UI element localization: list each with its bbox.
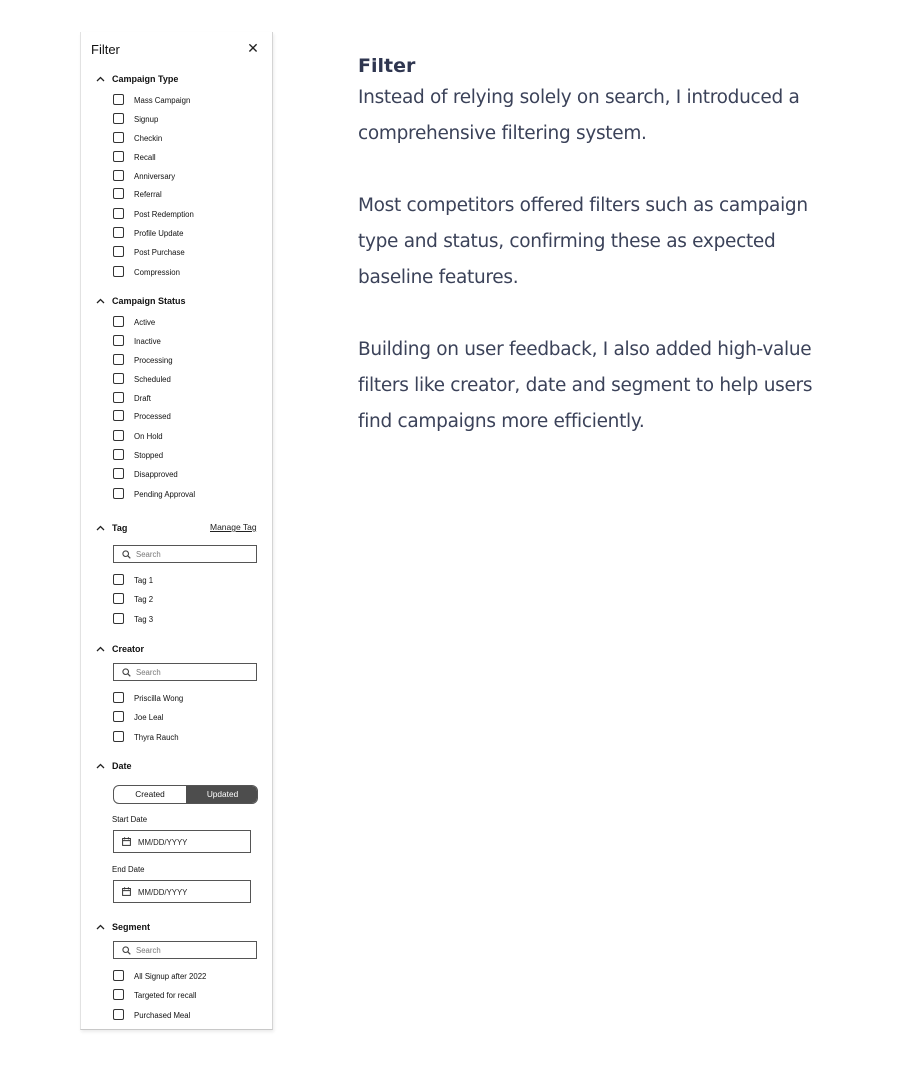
checkbox[interactable]: [113, 316, 124, 327]
checkbox-option[interactable]: [113, 170, 263, 183]
checkbox[interactable]: [113, 989, 124, 1000]
checkbox[interactable]: [113, 246, 124, 257]
checkbox[interactable]: [113, 94, 124, 105]
section-title: Tag: [112, 523, 128, 533]
option-label: Checkin: [134, 134, 163, 143]
chevron-up-icon: [96, 924, 105, 930]
calendar-icon: [122, 837, 131, 846]
checkbox[interactable]: [113, 1009, 124, 1020]
option-label: Scheduled: [134, 375, 171, 384]
description-paragraph: Building on user feedback, I also added high-value filters like creator, date and segment to help users find campaigns more efficiently.: [358, 339, 813, 432]
option-label: Processed: [134, 412, 171, 421]
section-title: Campaign Type: [112, 74, 179, 84]
checkbox[interactable]: [113, 593, 124, 604]
close-icon[interactable]: ✕: [247, 40, 259, 56]
search-placeholder: Search: [136, 668, 161, 677]
checkbox-option[interactable]: [113, 373, 263, 386]
option-label: Joe Leal: [134, 713, 164, 722]
section-title: Segment: [112, 922, 151, 932]
option-label: Signup: [134, 115, 159, 124]
checkbox-option[interactable]: [113, 188, 263, 201]
panel-title: Filter: [91, 42, 120, 57]
date-placeholder: MM/DD/YYYY: [138, 888, 188, 897]
checkbox[interactable]: [113, 151, 124, 162]
checkbox[interactable]: [113, 468, 124, 479]
option-label: Targeted for recall: [134, 991, 197, 1000]
checkbox[interactable]: [113, 266, 124, 277]
option-label: Recall: [134, 153, 156, 162]
creator-search-input[interactable]: [113, 663, 257, 681]
checkbox-option[interactable]: [113, 208, 263, 221]
end-date-input[interactable]: [113, 880, 251, 903]
checkbox-option[interactable]: [113, 613, 263, 626]
checkbox-option[interactable]: [113, 227, 263, 240]
chevron-up-icon: [96, 525, 105, 531]
option-label: Compression: [134, 268, 180, 277]
checkbox-option[interactable]: [113, 731, 263, 744]
checkbox-option[interactable]: [113, 132, 263, 145]
option-label: Stopped: [134, 451, 164, 460]
calendar-icon: [122, 887, 131, 896]
option-label: All Signup after 2022: [134, 972, 207, 981]
section-title: Creator: [112, 644, 145, 654]
section-header-segment[interactable]: [96, 921, 266, 935]
checkbox-option[interactable]: [113, 410, 263, 423]
checkbox[interactable]: [113, 188, 124, 199]
section-header-campaign-status[interactable]: [96, 295, 266, 309]
checkbox-option[interactable]: [113, 989, 263, 1002]
option-label: Referral: [134, 190, 162, 199]
checkbox-option[interactable]: [113, 1009, 263, 1022]
search-icon: [122, 668, 131, 677]
checkbox[interactable]: [113, 692, 124, 703]
filter-panel: [80, 32, 273, 1030]
checkbox[interactable]: [113, 392, 124, 403]
chevron-up-icon: [96, 646, 105, 652]
description-paragraph: Instead of relying solely on search, I introduced a comprehensive filtering system.: [358, 87, 800, 144]
option-label: Anniversary: [134, 172, 176, 181]
checkbox[interactable]: [113, 113, 124, 124]
start-date-label: Start Date: [112, 815, 148, 824]
option-label: Pending Approval: [134, 490, 196, 499]
manage-tag-link[interactable]: Manage Tag: [210, 522, 257, 532]
section-title: Date: [112, 761, 132, 771]
option-label: On Hold: [134, 432, 163, 441]
option-label: Draft: [134, 394, 151, 403]
section-header-date[interactable]: [96, 760, 266, 774]
chevron-up-icon: [96, 298, 105, 304]
checkbox-option[interactable]: [113, 593, 263, 606]
checkbox[interactable]: [113, 488, 124, 499]
checkbox-option[interactable]: [113, 430, 263, 443]
checkbox[interactable]: [113, 354, 124, 365]
checkbox-option[interactable]: [113, 692, 263, 705]
toggle-updated[interactable]: Updated: [186, 786, 258, 803]
search-icon: [122, 550, 131, 559]
checkbox-option[interactable]: [113, 574, 263, 587]
checkbox-option[interactable]: [113, 335, 263, 348]
section-title: Campaign Status: [112, 296, 186, 306]
description: [358, 52, 828, 476]
checkbox[interactable]: [113, 132, 124, 143]
option-label: Active: [134, 318, 156, 327]
option-label: Tag 3: [134, 615, 154, 624]
date-placeholder: MM/DD/YYYY: [138, 838, 188, 847]
checkbox-option[interactable]: [113, 246, 263, 259]
search-placeholder: Search: [136, 946, 161, 955]
search-icon: [122, 946, 131, 955]
option-label: Disapproved: [134, 470, 178, 479]
checkbox-option[interactable]: [113, 151, 263, 164]
checkbox-option[interactable]: [113, 468, 263, 481]
option-label: Thyra Rauch: [134, 733, 179, 742]
checkbox[interactable]: [113, 574, 124, 585]
section-header-creator[interactable]: [96, 643, 266, 657]
checkbox-option[interactable]: [113, 94, 263, 107]
checkbox[interactable]: [113, 208, 124, 219]
checkbox-option[interactable]: [113, 113, 263, 126]
checkbox-option[interactable]: [113, 488, 263, 501]
chevron-up-icon: [96, 763, 105, 769]
checkbox[interactable]: [113, 373, 124, 384]
description-heading: Filter: [358, 55, 416, 77]
option-label: Priscilla Wong: [134, 694, 184, 703]
tag-search-input[interactable]: [113, 545, 257, 563]
option-label: Post Redemption: [134, 210, 194, 219]
checkbox[interactable]: [113, 170, 124, 181]
checkbox[interactable]: [113, 410, 124, 421]
option-label: Purchased Meal: [134, 1011, 191, 1020]
section-header-campaign-type[interactable]: [96, 73, 266, 87]
checkbox[interactable]: [113, 970, 124, 981]
checkbox[interactable]: [113, 449, 124, 460]
date-type-toggle: [113, 785, 258, 804]
checkbox-option[interactable]: [113, 970, 263, 983]
option-label: Mass Campaign: [134, 96, 191, 105]
segment-search-input[interactable]: [113, 941, 257, 959]
checkbox-option[interactable]: [113, 711, 263, 724]
checkbox-option[interactable]: [113, 449, 263, 462]
search-placeholder: Search: [136, 550, 161, 559]
option-label: Profile Update: [134, 229, 184, 238]
chevron-up-icon: [96, 76, 105, 82]
checkbox[interactable]: [113, 227, 124, 238]
checkbox[interactable]: [113, 335, 124, 346]
option-label: Tag 1: [134, 576, 154, 585]
checkbox-option[interactable]: [113, 316, 263, 329]
option-label: Inactive: [134, 337, 161, 346]
option-label: Processing: [134, 356, 173, 365]
checkbox[interactable]: [113, 613, 124, 624]
checkbox[interactable]: [113, 430, 124, 441]
option-label: Post Purchase: [134, 248, 185, 257]
checkbox[interactable]: [113, 711, 124, 722]
end-date-label: End Date: [112, 865, 145, 874]
option-label: Tag 2: [134, 595, 154, 604]
start-date-input[interactable]: [113, 830, 251, 853]
checkbox[interactable]: [113, 731, 124, 742]
checkbox-option[interactable]: [113, 266, 263, 279]
description-paragraph: Most competitors offered filters such as campaign type and status, confirming these as expected baseline features.: [358, 195, 808, 288]
checkbox-option[interactable]: [113, 354, 263, 367]
toggle-created[interactable]: Created: [135, 789, 165, 799]
checkbox-option[interactable]: [113, 392, 263, 405]
